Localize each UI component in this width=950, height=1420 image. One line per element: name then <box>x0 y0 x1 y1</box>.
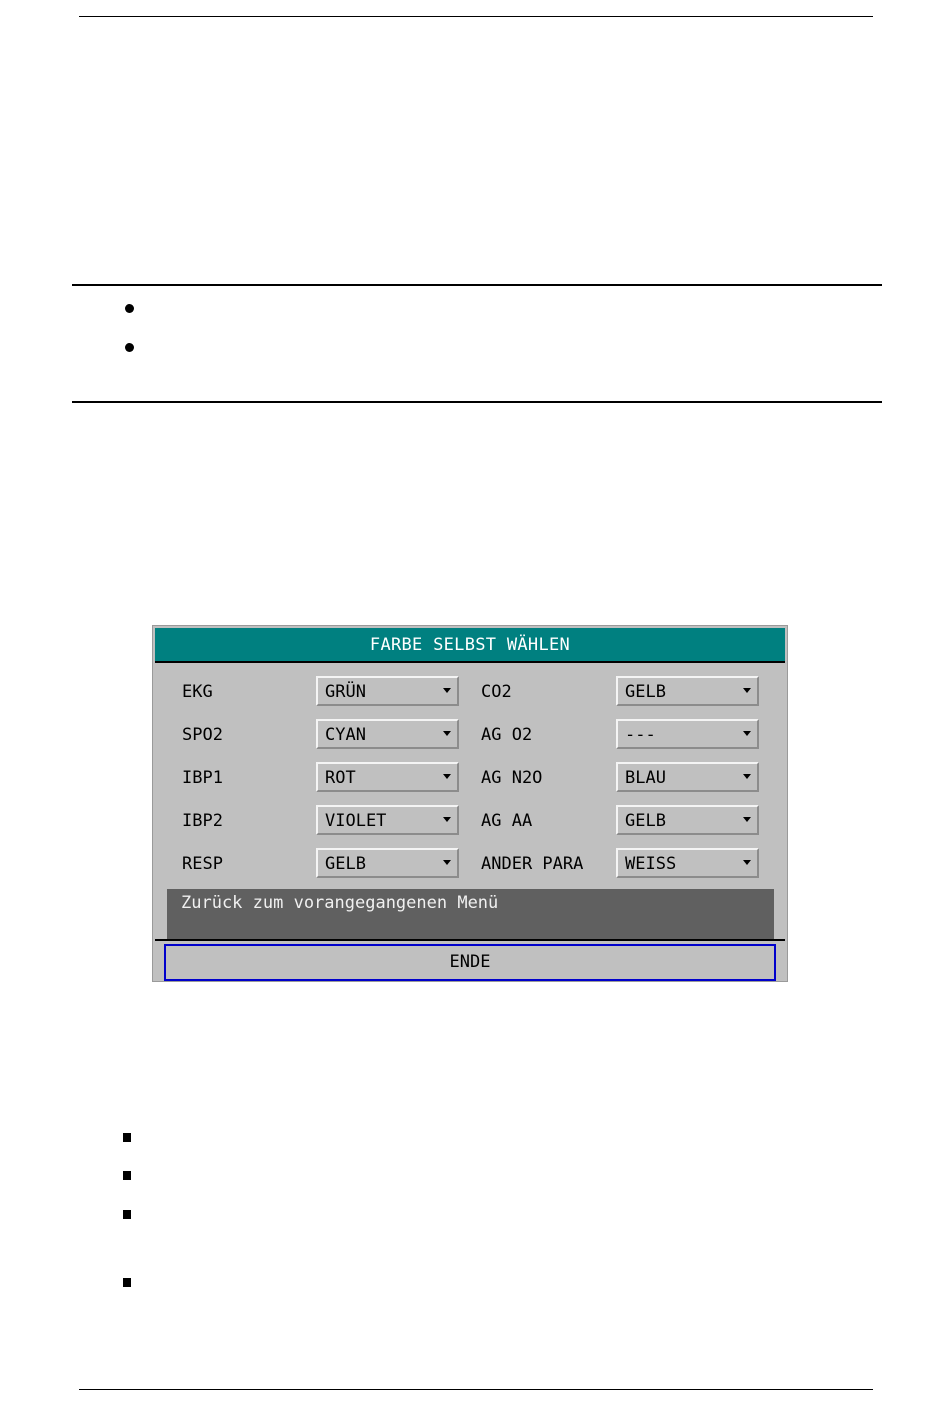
chevron-down-icon <box>743 817 751 822</box>
dropdown-value: --- <box>625 725 656 745</box>
square-bullet-icon <box>123 1278 131 1287</box>
color-select-dialog <box>152 625 788 982</box>
color-dropdown-ibp1[interactable] <box>316 762 459 792</box>
color-dropdown-resp[interactable] <box>316 848 459 878</box>
chevron-down-icon <box>743 860 751 865</box>
dropdown-value: CYAN <box>325 725 366 745</box>
color-dropdown-spo2[interactable] <box>316 719 459 749</box>
round-bullet-icon <box>125 304 134 313</box>
dropdown-value: VIOLET <box>325 811 387 831</box>
chevron-down-icon <box>443 688 451 693</box>
help-text: Zurück zum vorangegangenen Menü <box>181 893 499 913</box>
chevron-down-icon <box>443 860 451 865</box>
chevron-down-icon <box>443 731 451 736</box>
help-text-area <box>167 889 774 939</box>
parameter-label-ag-n2o: AG N2O <box>481 768 543 788</box>
footer-rule <box>79 1389 873 1390</box>
color-dropdown-ag-aa[interactable] <box>616 805 759 835</box>
chevron-down-icon <box>743 731 751 736</box>
chevron-down-icon <box>743 688 751 693</box>
parameter-label-co2: CO2 <box>481 682 512 702</box>
dropdown-value: BLAU <box>625 768 666 788</box>
color-dropdown-ibp2[interactable] <box>316 805 459 835</box>
parameter-label-ag-aa: AG AA <box>481 811 533 831</box>
parameter-label-ander-para: ANDER PARA <box>481 854 584 874</box>
dropdown-value: GELB <box>625 811 666 831</box>
color-dropdown-ekg[interactable] <box>316 676 459 706</box>
chevron-down-icon <box>743 774 751 779</box>
dialog-divider <box>155 939 785 941</box>
parameter-label-ibp1: IBP1 <box>182 768 223 788</box>
parameter-label-ag-o2: AG O2 <box>481 725 533 745</box>
chevron-down-icon <box>443 817 451 822</box>
square-bullet-icon <box>123 1171 131 1180</box>
parameter-label-ibp2: IBP2 <box>182 811 223 831</box>
exit-button[interactable]: ENDE <box>164 944 776 981</box>
square-bullet-icon <box>123 1133 131 1142</box>
round-bullet-icon <box>125 343 134 352</box>
header-rule <box>79 16 873 17</box>
parameter-label-resp: RESP <box>182 854 223 874</box>
notice-bottom-rule <box>72 401 882 403</box>
color-dropdown-ander-para[interactable] <box>616 848 759 878</box>
dialog-title: FARBE SELBST WÄHLEN <box>155 628 785 663</box>
dropdown-value: GRÜN <box>325 682 366 702</box>
color-dropdown-co2[interactable] <box>616 676 759 706</box>
color-dropdown-ag-n2o[interactable] <box>616 762 759 792</box>
chevron-down-icon <box>443 774 451 779</box>
color-dropdown-ag-o2[interactable] <box>616 719 759 749</box>
parameter-label-ekg: EKG <box>182 682 213 702</box>
square-bullet-icon <box>123 1210 131 1219</box>
parameter-label-spo2: SPO2 <box>182 725 223 745</box>
dropdown-value: GELB <box>625 682 666 702</box>
dropdown-value: ROT <box>325 768 356 788</box>
dropdown-value: WEISS <box>625 854 677 874</box>
notice-top-rule <box>72 284 882 286</box>
dropdown-value: GELB <box>325 854 366 874</box>
